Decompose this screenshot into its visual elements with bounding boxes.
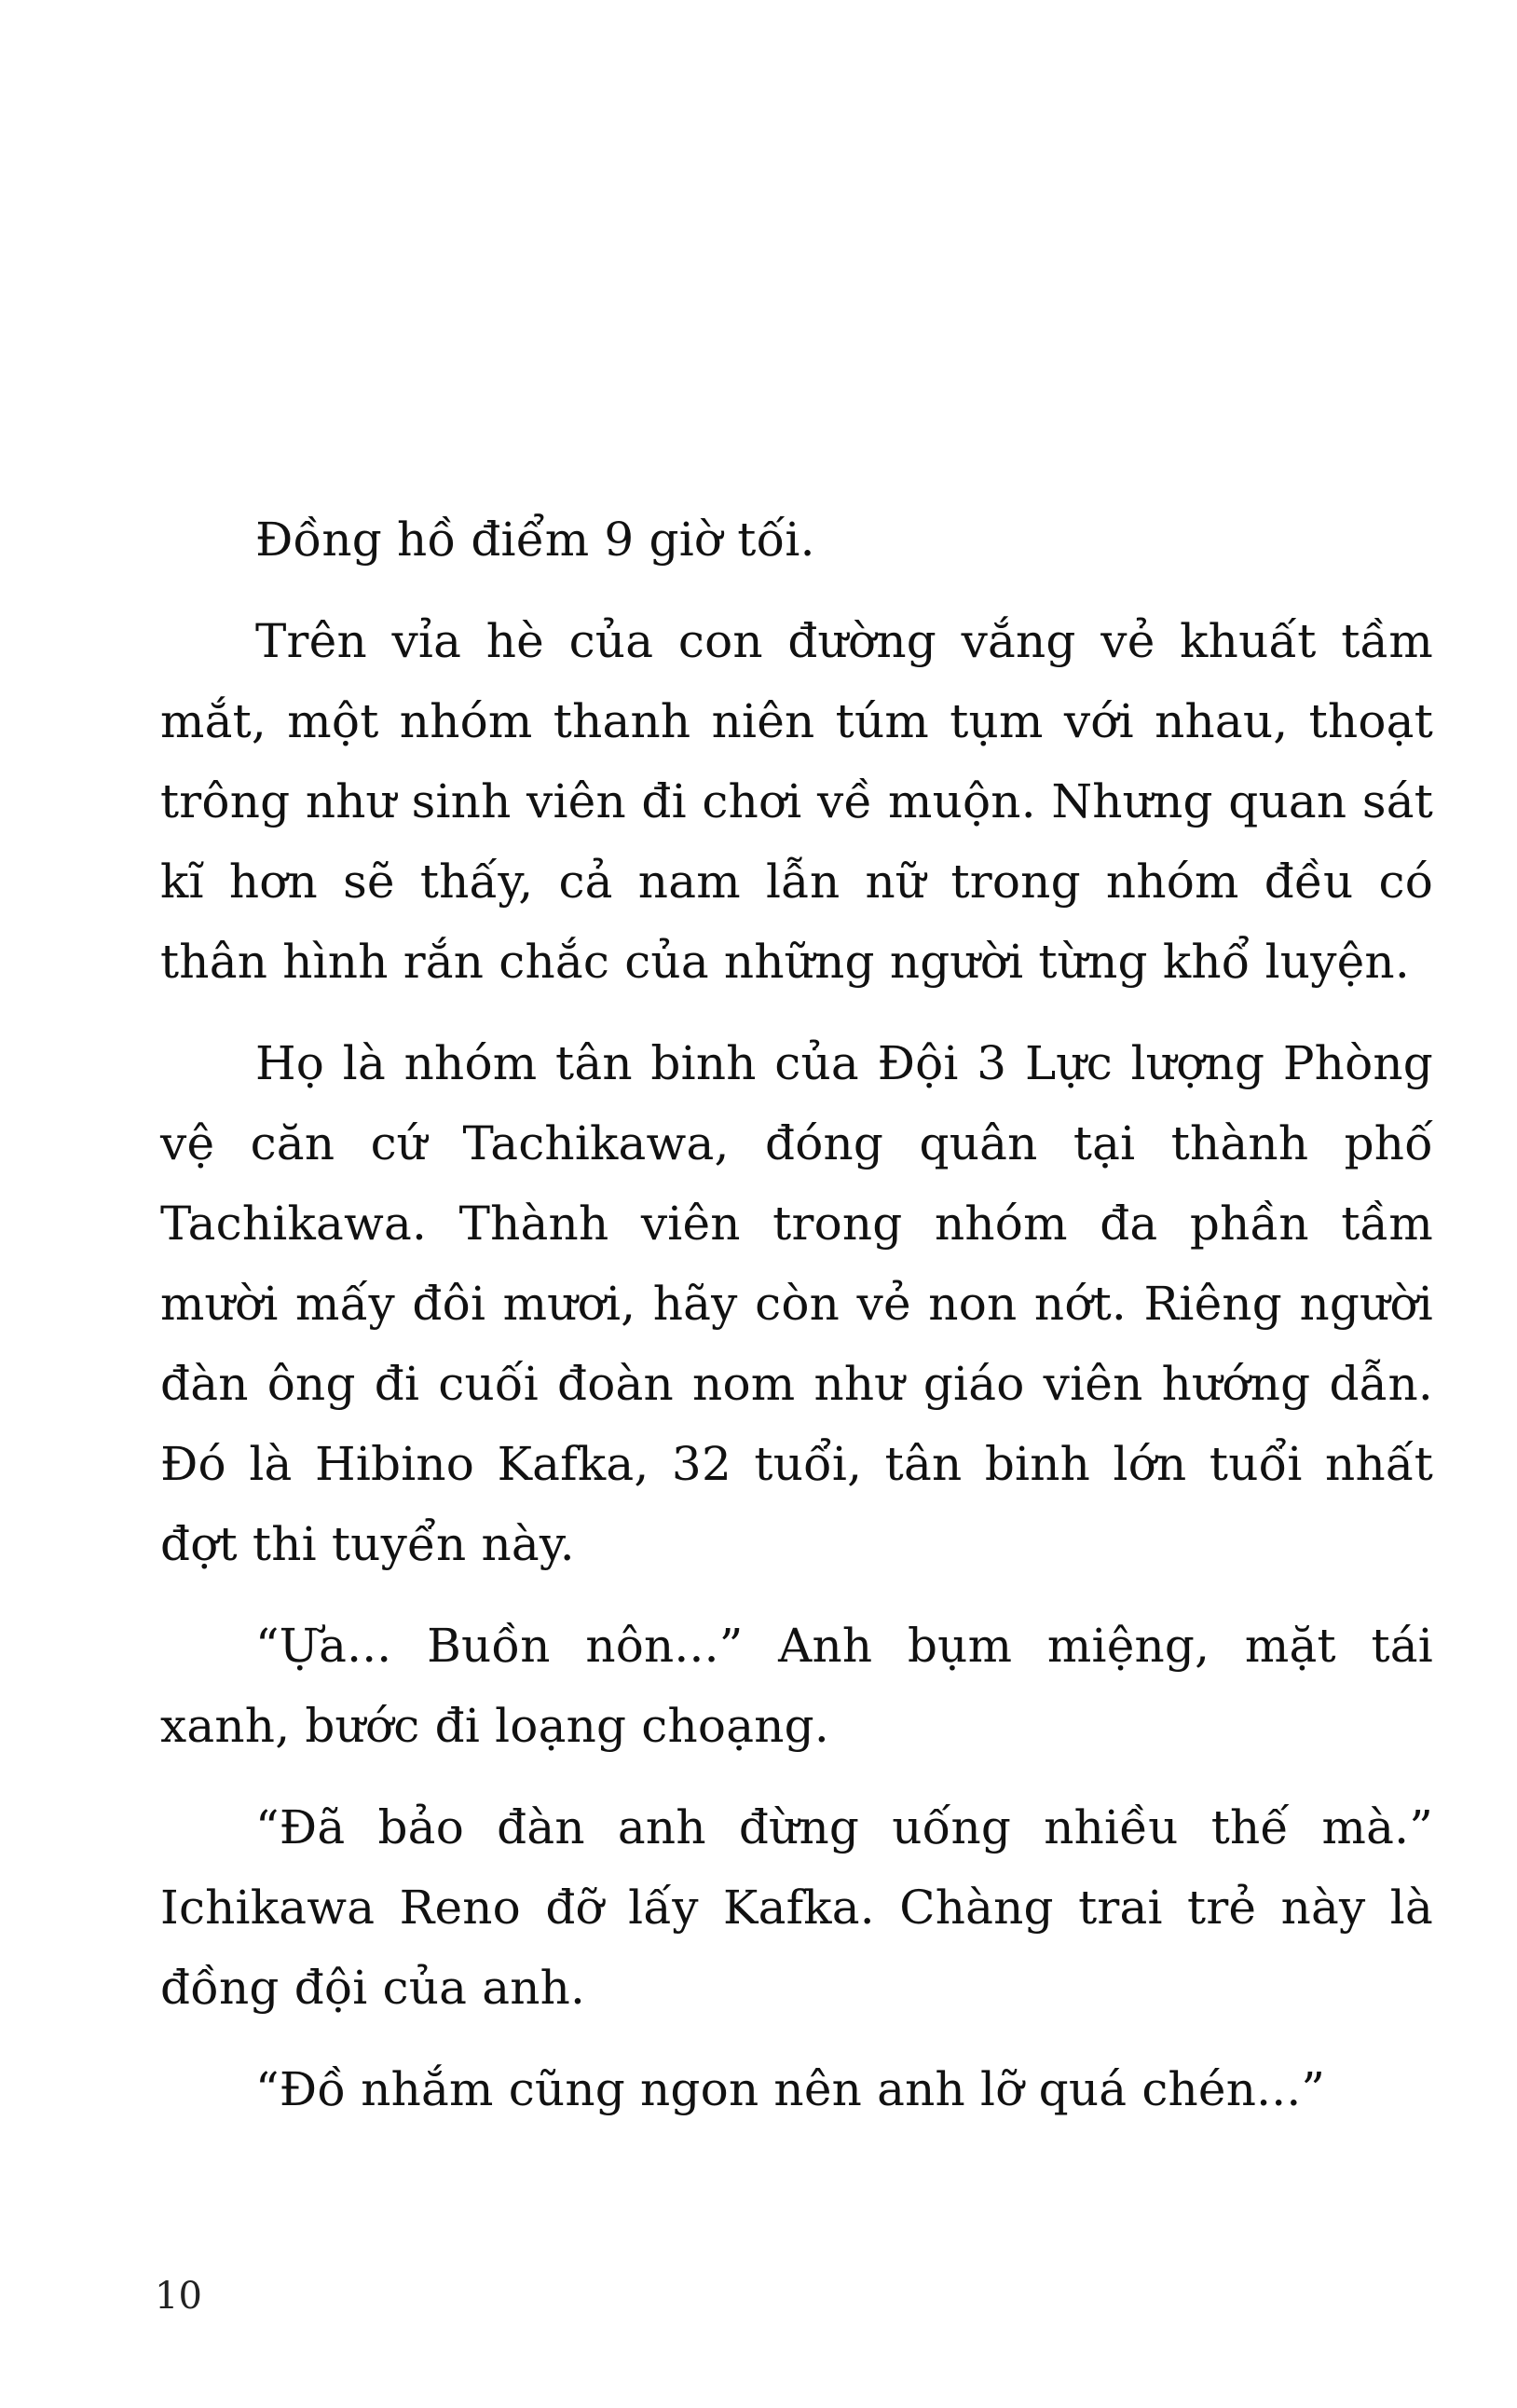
body-text [160, 499, 1433, 2151]
paragraph-6: “Đồ nhắm cũng ngon nên anh lỡ quá chén...” [255, 2062, 1326, 2116]
paragraph-3: Họ là nhóm tân binh của Đội 3 Lực lượng Phòng vệ căn cứ Tachikawa, đóng quân tại thành phố Tachikawa. Thành viên trong nhóm đa phần tầm mười mấy đôi mươi, hãy còn vẻ non nớt. Riêng người đàn ông đi cuối đoàn nom như giáo viên hướng dẫn. Đó là Hibino Kafka, 32 tuổi, tân binh lớn tuổi nhất đợt thi tuyển này. [160, 1036, 1433, 1571]
paragraph-4: “Ựa... Buồn nôn...” Anh bụm miệng, mặt tái xanh, bước đi loạng choạng. [160, 1619, 1433, 1753]
page-number: 10 [155, 2275, 202, 2318]
paragraph-2: Trên vỉa hè của con đường vắng vẻ khuất tầm mắt, một nhóm thanh niên túm tụm với nhau, thoạt trông như sinh viên đi chơi về muộn. Nhưng quan sát kĩ hơn sẽ thấy, cả nam lẫn nữ trong nhóm đều có thân hình rắn chắc của những người từng khổ luyện. [160, 614, 1433, 989]
paragraph-1: Đồng hồ điểm 9 giờ tối. [255, 513, 815, 567]
paragraph-5: “Đã bảo đàn anh đừng uống nhiều thế mà.” Ichikawa Reno đỡ lấy Kafka. Chàng trai trẻ này là đồng đội của anh. [160, 1800, 1433, 2015]
